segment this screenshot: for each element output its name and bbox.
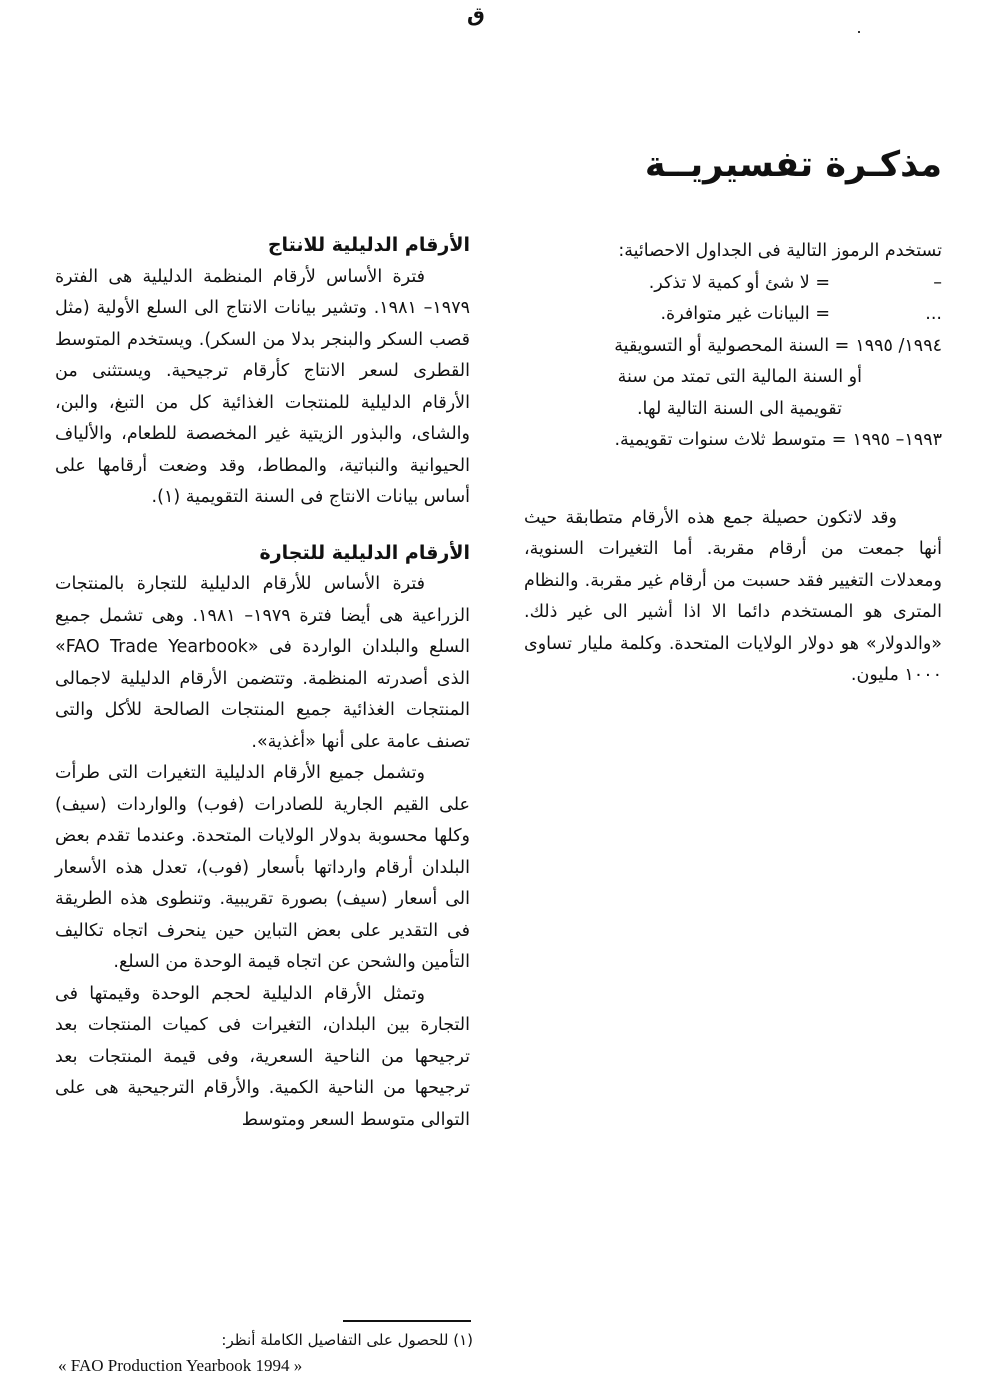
symbol-continuation: تقويمية الى السنة التالية لها.	[636, 398, 842, 419]
footnote-text: (١) للحصول على التفاصيل الكاملة أنظر:	[221, 1331, 473, 1349]
symbol-row	[524, 425, 942, 457]
paragraph: فترة الأساس لأرقام المنظمة الدليلية هى الفترة ١٩٧٩– ١٩٨١. وتشير بيانات الانتاج الى السلع الأولية (مثل قصب السكر والبنجر بدلا من السكر). ويستخدم المتوسط القطرى لسعر الانتاج كأرقام ترجيحية. ويستثنى من الأرقام الدليلية للمنتجات الغذائية كل من التبغ، والبن، والشاى، والبذور الزيتية غير المخصصة للطعام، والألياف الحيوانية والنباتية، والمطاط، وقد وضعت أرقامها على أساس بيانات الانتاج فى السنة التقويمية (١).	[55, 266, 470, 507]
symbols-intro: تستخدم الرموز التالية فى الجداول الاحصائية:	[618, 241, 942, 261]
symbol-row	[524, 268, 942, 300]
symbol-value: = لا شئ أو كمية لا تذكر.	[648, 272, 830, 293]
symbol-row	[524, 331, 942, 363]
section-heading-production-index: الأرقام الدليلية للانتاج	[267, 234, 470, 256]
symbol-value: = السنة المحصولية أو التسويقية	[614, 335, 850, 356]
footnote-divider	[343, 1320, 471, 1322]
right-column	[524, 236, 942, 692]
symbol-key: –	[933, 272, 942, 293]
paragraph: وتشمل جميع الأرقام الدليلية التغيرات التى طرأت على القيم الجارية للصادرات (فوب) والواردات (سيف) وكلها محسوبة بدولار الولايات المتحدة. وعندما تقدم بعض البلدان أرقام وارداتها بأسعار (فوب)، تعدل هذه الأسعار الى أسعار (سيف) بصورة تقريبية. وتنطوى هذه الطريقة فى التقدير على بعض التباين حين ينحرف اتجاه تكاليف التأمين والشحن عن اتجاه قيمة الوحدة من السلع.	[55, 763, 470, 972]
paragraph: فترة الأساس للأرقام الدليلية للتجارة بالمنتجات الزراعية هى أيضا فترة ١٩٧٩– ١٩٨١. وهى تشمل جميع السلع والبلدان الواردة فى «FAO Trade Yearbook» الذى أصدرته المنظمة. وتتضمن الأرقام الدليلية لاجمالى المنتجات الغذائية جميع المنتجات الصالحة للأكل والتى تصنف عامة على أنها «أغذية».	[55, 574, 470, 752]
symbol-key: ...	[925, 304, 942, 324]
symbol-value: = البيانات غير متوافرة.	[660, 304, 830, 324]
footnote-reference: « FAO Production Yearbook 1994 »	[58, 1356, 303, 1375]
left-column	[55, 230, 470, 1136]
symbol-key: ١٩٩٤/ ١٩٩٥	[855, 335, 942, 356]
scan-speck	[858, 31, 860, 33]
symbol-value: = متوسط ثلاث سنوات تقويمية.	[614, 430, 847, 450]
symbol-continuation: أو السنة المالية التى تمتد من سنة	[617, 367, 862, 387]
rounding-note-paragraph: وقد لاتكون حصيلة جمع هذه الأرقام متطابقة حيث أنها جمعت من أرقام مقربة. أما التغيرات السنوية، ومعدلات التغيير فقد حسبت من أرقام غير مقربة. والنظام المترى هو المستخدم دائما الا اذا أشير الى غير ذلك. «والدولار» هو دولار الولايات المتحدة. وكلمة مليار تساوى ١٠٠٠ مليون.	[524, 507, 942, 685]
symbol-key: ١٩٩٣– ١٩٩٥	[852, 430, 942, 450]
section-heading-trade-index: الأرقام الدليلية للتجارة	[259, 541, 470, 564]
symbol-row	[524, 299, 942, 331]
paragraph: وتمثل الأرقام الدليلية لحجم الوحدة وقيمتها فى التجارة بين البلدان، التغيرات فى كميات المنتجات بعد ترجيحها من الناحية السعرية، وفى قيمة المنتجات بعد ترجيحها من الناحية الكمية. والأرقام الترجيحية هى على التوالى متوسط السعر ومتوسط	[55, 983, 470, 1130]
page-title: مذكـرة تفسيريــة	[644, 145, 942, 185]
symbols-legend	[524, 236, 942, 457]
page-marker: ق	[467, 2, 485, 26]
